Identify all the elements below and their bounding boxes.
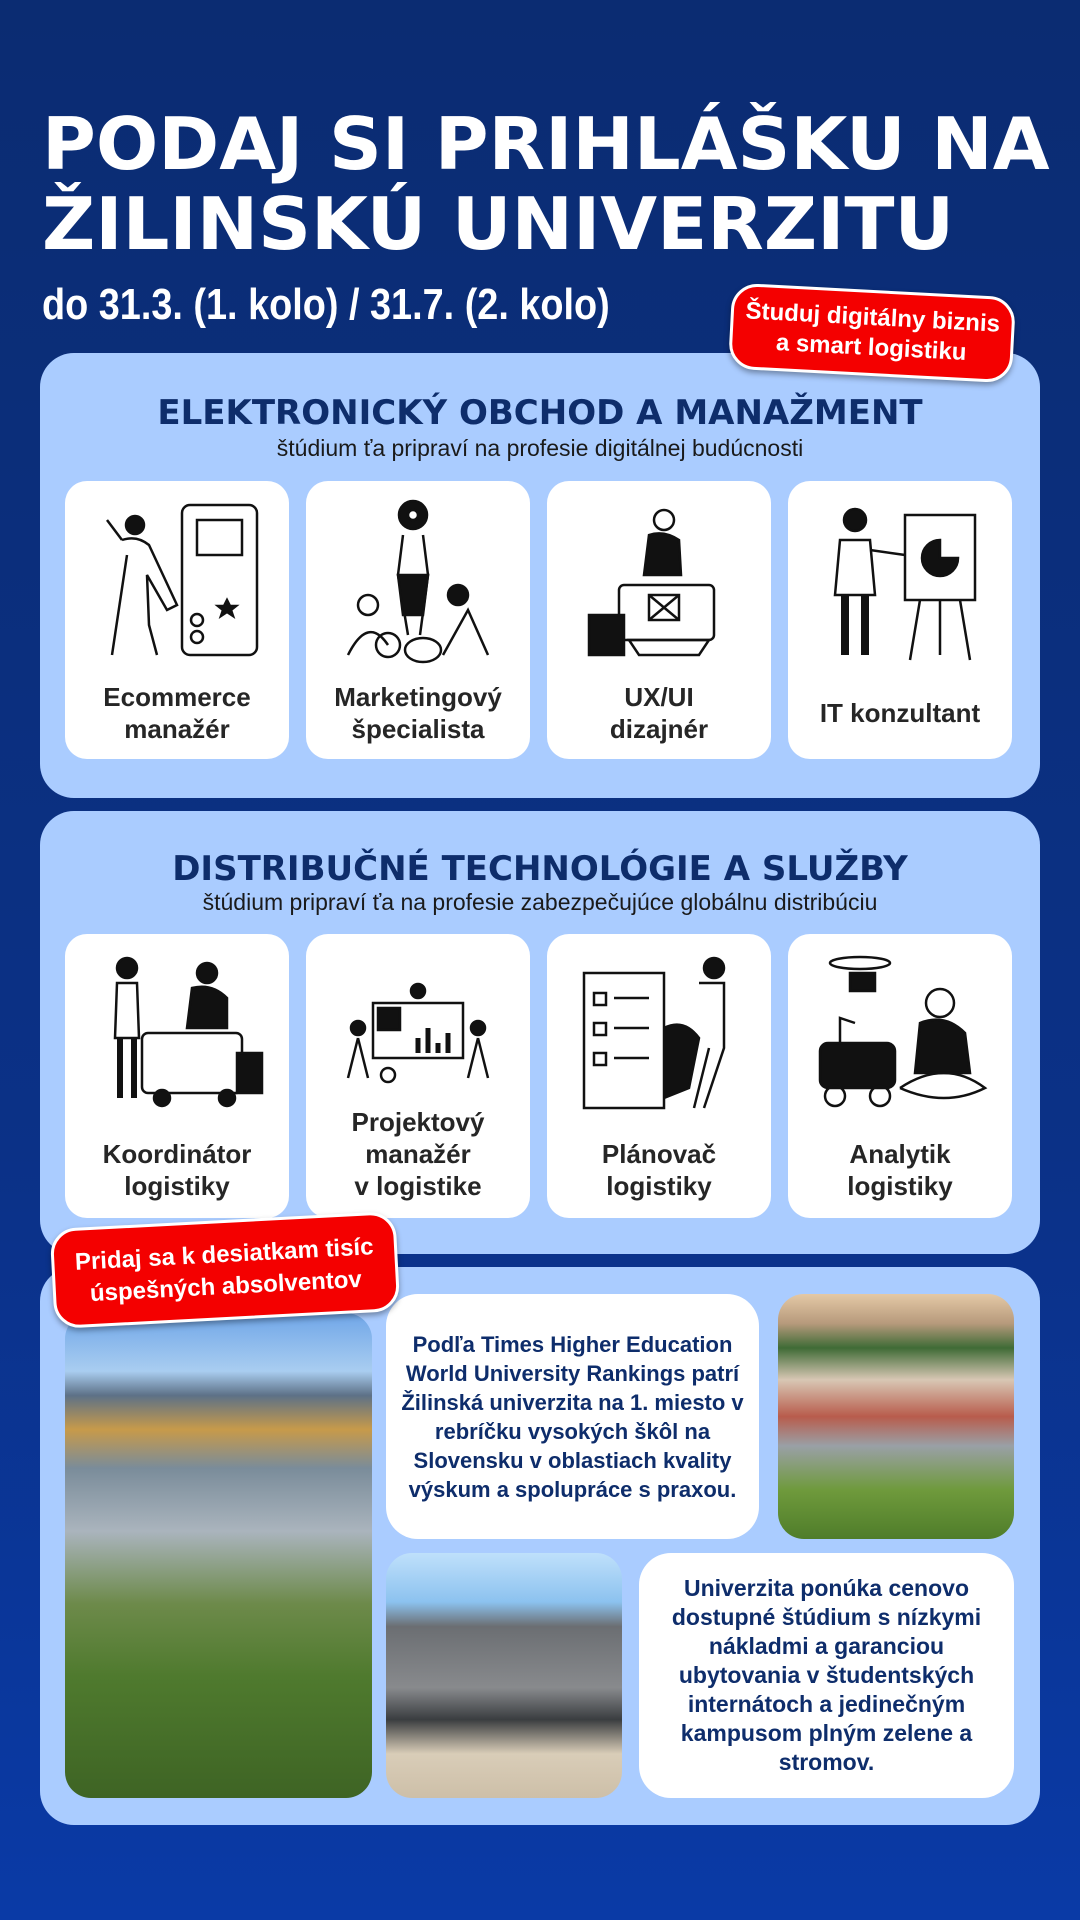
card-label: IT konzultant [819,698,981,728]
designer-computer-illustration-icon [569,495,749,665]
headline-line2: ŽILINSKÚ UNIVERZITU [42,182,955,266]
drone-robot-illustration-icon [810,948,990,1118]
career-card-uxui [547,481,771,759]
section-heading: DISTRIBUČNÉ TECHNOLÓGIE A SLUŽBY [172,849,908,889]
truck-illustration-icon [87,948,267,1118]
career-card-analyst [788,934,1012,1218]
section-subtitle: štúdium ťa pripraví na profesie digitálnej budúcnosti [276,435,804,461]
card-label: Ecommerce manažér [103,682,251,744]
section-distribution [40,811,1040,1254]
campus-building-photo [778,1294,1014,1539]
ranking-info-card: Podľa Times Higher Education World University Rankings patrí Žilinská univerzita na 1. miesto v rebríčku vysokých škôl na Slovensku v oblastiach kvality výskum a spolupráce s praxou. [386,1294,759,1539]
card-label: Koordinátor logistiky [102,1139,252,1201]
career-card-project-manager [306,934,530,1218]
card-label: Marketingový špecialista [334,682,502,744]
phone-shop-illustration-icon [87,495,267,665]
project-board-illustration-icon [328,948,508,1118]
career-card-marketing [306,481,530,759]
career-card-coordinator [65,934,289,1218]
deadline-text: do 31.3. (1. kolo) / 31.7. (2. kolo) [42,280,610,329]
presentation-illustration-icon [810,495,990,665]
career-card-planner [547,934,771,1218]
card-label: UX/UI dizajnér [609,682,709,744]
promo-badge-alumni: Pridaj sa k desiatkam tisíc úspešných absolventov [50,1211,401,1329]
university-building-photo [386,1553,622,1798]
card-label: Plánovač logistiky [601,1139,717,1201]
career-card-ecommerce [65,481,289,759]
card-label: Analytik logistiky [847,1139,953,1201]
promo-badge-study: Študuj digitálny biznis a smart logistiku [728,283,1016,384]
section-subtitle: štúdium pripraví ťa na profesie zabezpečujúce globálnu distribúciu [202,889,878,915]
career-card-it-consultant [788,481,1012,759]
checklist-illustration-icon [569,948,749,1118]
campus-info-card: Univerzita ponúka cenovo dostupné štúdium s nízkymi nákladmi a garanciou ubytovania v študentských internátoch a jedinečným kampusom plným zelene a stromov. [639,1553,1014,1798]
headline-line1: PODAJ SI PRIHLÁŠKU NA [42,102,1050,186]
card-label: Projektový manažér v logistike [351,1107,485,1201]
section-ecommerce [40,353,1040,798]
marketing-team-illustration-icon [328,495,508,665]
campus-aerial-photo [65,1313,372,1798]
section-heading: ELEKTRONICKÝ OBCHOD A MANAŽMENT [157,393,923,433]
